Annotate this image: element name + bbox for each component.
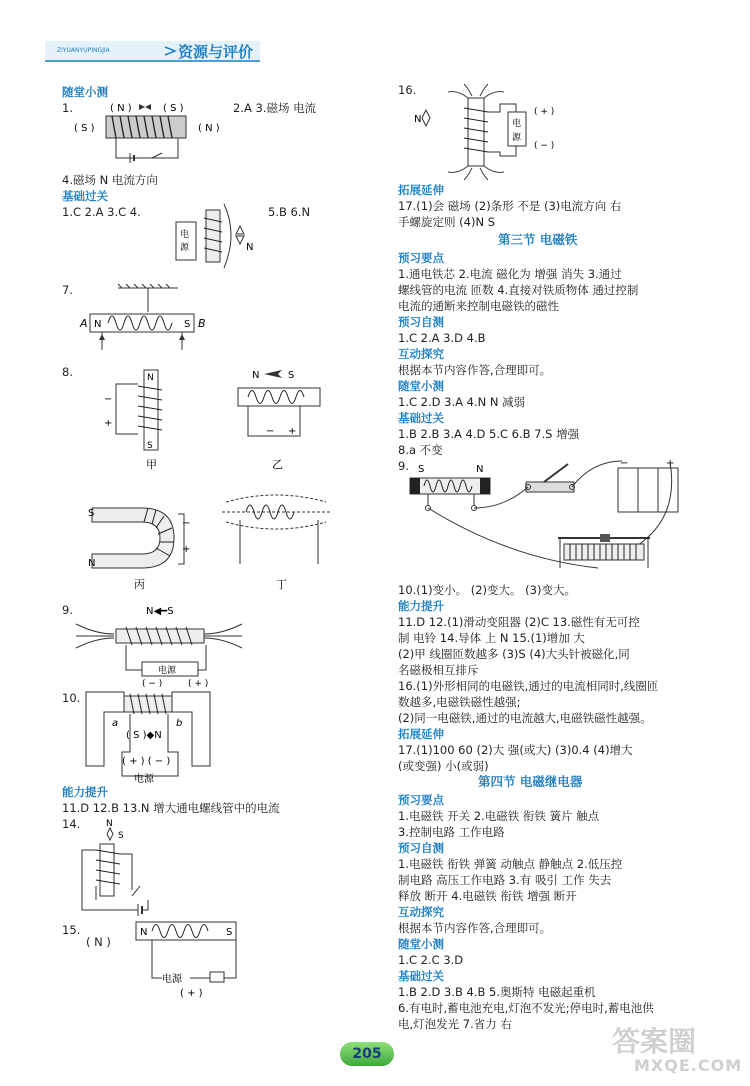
q15-figure [126, 918, 246, 998]
heading-zice-2: 预习自测 [398, 841, 444, 855]
q16-compass-icon [422, 110, 430, 126]
q9-figure [76, 602, 246, 689]
yuxi2-line-2: 3.控制电路 工作电路 [398, 825, 505, 839]
q8-number: 8. [62, 365, 73, 379]
q4-compass-icon [236, 226, 244, 244]
heading-nengli-left: 能力提升 [62, 785, 108, 799]
svg-text:源: 源 [512, 133, 522, 143]
nengli-line-6: 数越多,电磁铁磁性越强; [398, 695, 521, 709]
suitang-line-1: 1.C 2.D 3.A 4.N N 减弱 [398, 395, 526, 409]
q10-power-label: 电源 [134, 774, 154, 785]
q16-minus-label: ( − ) [534, 141, 555, 151]
q1-solenoid-figure [70, 98, 230, 174]
q10-sn-label: ( S )◆N [126, 730, 162, 741]
header-banner [45, 38, 260, 64]
jichu-line-1: 1.B 2.B 3.A 4.D 5.C 6.B 7.S 增强 [398, 427, 580, 441]
nengli-line-5: 16.(1)外形相同的电磁铁,通过的电流相同时,线圈匝 [398, 679, 659, 693]
q8-label-yi: 乙 [272, 458, 283, 471]
jichu-answers-rest: 5.B 6.N [268, 205, 311, 219]
r-q9-circuit-figure [404, 458, 684, 582]
q14-number: 14. [62, 817, 81, 831]
r17-line-2: 手螺旋定则 (4)N S [398, 215, 496, 229]
tuozhan-line-2: (或变强) 小(或弱) [398, 759, 489, 773]
yuxi-line-2: 螺线管的电流 匝数 4.直接对铁质物体 通过控制 [398, 283, 639, 297]
yuxi-line-1: 1.通电铁芯 2.电流 磁化为 增强 消失 3.通过 [398, 267, 622, 281]
svg-text:S: S [226, 927, 233, 938]
q4-power-label-1: 电 [180, 230, 190, 240]
heading-suitang-r1: 随堂小测 [398, 379, 444, 393]
heading-nengli-r: 能力提升 [398, 599, 444, 613]
q8-label-ding: 丁 [276, 578, 287, 591]
yuxi2-line-1: 1.电磁铁 开关 2.电磁铁 衔铁 簧片 触点 [398, 809, 600, 823]
heading-hudong-1: 互动探究 [398, 347, 444, 361]
svg-text:电: 电 [512, 119, 522, 129]
svg-text:+: + [182, 544, 191, 555]
q15-power-label: 电源 [162, 974, 182, 985]
header-background [45, 38, 260, 64]
q16-figure [410, 84, 560, 184]
q4-power-label-2: 源 [180, 243, 190, 253]
svg-text:S: S [147, 441, 153, 451]
watermark-url: MXQE.COM [634, 1056, 743, 1075]
svg-text:N: N [140, 927, 148, 938]
svg-text:S: S [118, 831, 124, 841]
watermark-logo: 答案圈 [612, 1025, 697, 1058]
hudong2-line-1: 根据本节内容作答,合理即可。 [398, 921, 552, 935]
svg-text:+: + [104, 418, 113, 429]
q8-figures [88, 364, 336, 591]
svg-text:−: − [104, 394, 113, 405]
heading-jichu-r2: 基础过关 [398, 969, 444, 983]
hudong-line-1: 根据本节内容作答,合理即可。 [398, 363, 552, 377]
nengli-line-4: 名磁极相互排斥 [398, 663, 479, 677]
svg-text:+: + [288, 426, 297, 437]
q10-figure [86, 690, 246, 786]
svg-text:N: N [252, 370, 260, 381]
q15-plus-label: ( + ) [180, 988, 203, 999]
heading-tuozhan-2: 拓展延伸 [398, 727, 444, 741]
svg-text:+: + [666, 458, 675, 469]
svg-text:S: S [88, 508, 95, 519]
q1-label-s2: ( S ) [74, 123, 95, 134]
r10-line: 10.(1)变小。 (2)变大。 (3)变大。 [398, 583, 576, 597]
q1-number: 1. [62, 101, 73, 115]
r-q9-number: 9. [398, 459, 409, 473]
q16-number: 16. [398, 83, 417, 97]
nengli-line-2: 制 电铃 14.导体 上 N 15.(1)增加 大 [398, 631, 585, 645]
q7-label-a: A [80, 317, 88, 330]
heading-jichu-r1: 基础过关 [398, 411, 444, 425]
q1-compass-icon [139, 104, 151, 110]
section-4-title: 第四节 电磁继电器 [478, 774, 583, 789]
q7-number: 7. [62, 283, 73, 297]
r-q9-n-label: N [476, 464, 484, 475]
svg-text:N: N [88, 558, 96, 569]
jichu-line-2: 8.a 不变 [398, 443, 443, 457]
q1-label-n1: ( N ) [110, 103, 132, 114]
zice-line-1: 1.C 2.A 3.D 4.B [398, 331, 486, 345]
header-pinyin: ZIYUANYUPINGJIA [57, 47, 110, 54]
q8-label-bing: 丙 [134, 578, 145, 591]
q1-label-n2: ( N ) [198, 123, 220, 134]
q7-label-s: S [184, 319, 191, 330]
svg-text:−: − [182, 518, 191, 529]
svg-text:S: S [288, 370, 295, 381]
q10-label-b: b [176, 718, 183, 729]
svg-text:N: N [106, 819, 113, 829]
suitang2-line-1: 1.C 2.C 3.D [398, 953, 464, 967]
nengli-line-1: 11.D 12.(1)滑动变阻器 (2)C 13.磁性有无可控 [398, 615, 640, 629]
r-q9-s-label: S [418, 464, 425, 475]
heading-yuxi-2: 预习要点 [398, 793, 444, 807]
q9-power-label: 电源 [158, 666, 177, 676]
zice2-line-2: 制电路 高压工作电路 3.有 吸引 工作 失去 [398, 873, 612, 887]
q15-number: 15. [62, 923, 81, 937]
svg-text:( + ): ( + ) [188, 679, 209, 689]
section-3-title: 第三节 电磁铁 [498, 232, 578, 247]
zice2-line-1: 1.电磁铁 衔铁 弹簧 动触点 静触点 2.低压控 [398, 857, 623, 871]
nengli-line-7: (2)同一电磁铁,通过的电流越大,电磁铁磁性越强。 [398, 711, 652, 725]
heading-suitang-r2: 随堂小测 [398, 937, 444, 951]
heading-hudong-2: 互动探究 [398, 905, 444, 919]
q4-n-label: N [246, 242, 254, 253]
q1-rest: 2.A 3.磁场 电流 [233, 101, 317, 115]
q10-pm-label: ( + ) ( − ) [122, 756, 171, 767]
q7-label-b: B [198, 317, 206, 330]
zice2-line-3: 释放 断开 4.电磁铁 衔铁 增强 断开 [398, 889, 577, 903]
svg-text:−: − [266, 426, 275, 437]
nengli-answers-left: 11.D 12.B 13.N 增大通电螺线管中的电流 [62, 801, 280, 815]
svg-text:N◀━S: N◀━S [146, 606, 174, 617]
q16-n-label: N [414, 114, 422, 125]
nengli-line-3: (2)甲 线圈匝数越多 (3)S (4)大头针被磁化,同 [398, 647, 630, 661]
jichu-answers: 1.C 2.A 3.C 4. [62, 205, 141, 219]
r17-line-1: 17.(1)会 磁场 (2)条形 不是 (3)电流方向 右 [398, 199, 622, 213]
heading-tuozhan-1: 拓展延伸 [398, 183, 444, 197]
yuxi-line-3: 电流的通断来控制电磁铁的磁性 [398, 299, 559, 313]
jichu2-line-3: 电,灯泡发光 7.省力 右 [398, 1017, 512, 1031]
heading-jichu: 基础过关 [62, 189, 108, 203]
jichu2-line-2: 6.有电时,蓄电池充电,灯泡不发光;停电时,蓄电池供 [398, 1001, 654, 1015]
heading-suitang: 随堂小测 [62, 85, 108, 99]
q7-label-n: N [94, 319, 102, 330]
svg-text:N: N [147, 373, 154, 383]
q8-label-jia: 甲 [146, 458, 157, 471]
q1-label-s1: ( S ) [163, 103, 184, 114]
q9-number: 9. [62, 603, 73, 617]
q4-figure [168, 200, 268, 278]
svg-text:−: − [620, 458, 629, 469]
q15-n-label: ( N ) [86, 935, 111, 949]
svg-text:( − ): ( − ) [142, 679, 163, 689]
tuozhan-line-1: 17.(1)100 60 (2)大 强(或大) (3)0.4 (4)增大 [398, 743, 633, 757]
header-title: 资源与评价 [178, 43, 254, 61]
heading-zice-1: 预习自测 [398, 315, 444, 329]
page-number: 205 [340, 1042, 394, 1066]
q4-line: 4.磁场 N 电流方向 [62, 173, 158, 187]
jichu2-line-1: 1.B 2.D 3.B 4.B 5.奥斯特 电磁起重机 [398, 985, 596, 999]
q7-figure [78, 282, 228, 354]
q10-label-a: a [112, 718, 119, 729]
heading-yuxi-1: 预习要点 [398, 251, 444, 265]
q16-plus-label: ( + ) [534, 107, 555, 117]
q14-figure [78, 814, 188, 918]
q14-compass-icon [107, 828, 113, 840]
q10-number: 10. [62, 691, 81, 705]
